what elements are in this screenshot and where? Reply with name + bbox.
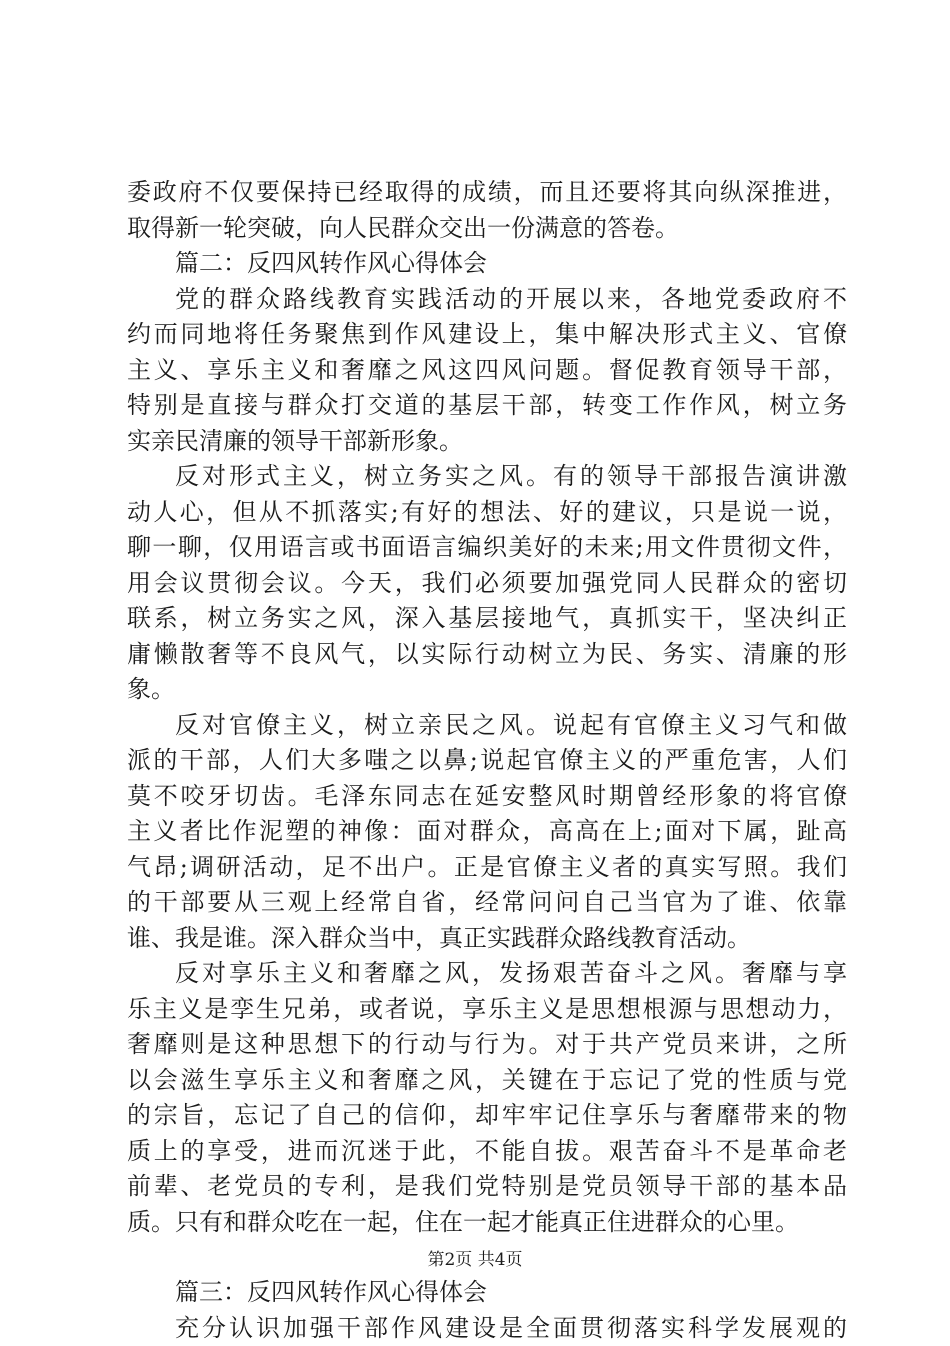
body-line: 乐主义是孪生兄弟，或者说，享乐主义是思想根源与思想动力， — [127, 992, 847, 1028]
body-line: 庸懒散奢等不良风气，以实际行动树立为民、务实、清廉的形 — [127, 637, 847, 673]
body-line: 聊一聊，仅用语言或书面语言编织美好的未来;用文件贯彻文件， — [127, 530, 847, 566]
body-line: 派的干部，人们大多嗤之以鼻;说起官僚主义的严重危害，人们 — [127, 743, 847, 779]
body-line: 委政府不仅要保持已经取得的成绩，而且还要将其向纵深推进， — [127, 175, 847, 211]
body-line: 党的群众路线教育实践活动的开展以来，各地党委政府不 — [127, 282, 847, 318]
body-line: 的干部要从三观上经常自省，经常问问自己当官为了谁、依靠 — [127, 885, 847, 921]
body-line: 质上的享受，进而沉迷于此，不能自拔。艰苦奋斗不是革命老 — [127, 1134, 847, 1170]
body-line: 反对形式主义，树立务实之风。有的领导干部报告演讲激 — [127, 459, 847, 495]
body-line: 充分认识加强干部作风建设是全面贯彻落实科学发展观的 — [127, 1311, 847, 1346]
body-line: 谁、我是谁。深入群众当中，真正实践群众路线教育活动。 — [127, 921, 847, 957]
section-heading-3: 篇三：反四风转作风心得体会 — [127, 1275, 847, 1311]
body-line: 实亲民清廉的领导干部新形象。 — [127, 424, 847, 460]
body-line: 用会议贯彻会议。今天，我们必须要加强党同人民群众的密切 — [127, 566, 847, 602]
body-line: 反对官僚主义，树立亲民之风。说起有官僚主义习气和做 — [127, 708, 847, 744]
body-line: 联系，树立务实之风，深入基层接地气，真抓实干，坚决纠正 — [127, 601, 847, 637]
body-line: 特别是直接与群众打交道的基层干部，转变工作作风，树立务 — [127, 388, 847, 424]
body-line: 气昂;调研活动，足不出户。正是官僚主义者的真实写照。我们 — [127, 850, 847, 886]
body-line: 主义、享乐主义和奢靡之风这四风问题。督促教育领导干部， — [127, 353, 847, 389]
body-line: 反对享乐主义和奢靡之风，发扬艰苦奋斗之风。奢靡与享 — [127, 956, 847, 992]
page-number-footer: 第2页 共4页 — [0, 1245, 950, 1270]
body-line: 动人心，但从不抓落实;有好的想法、好的建议，只是说一说， — [127, 495, 847, 531]
body-line: 以会滋生享乐主义和奢靡之风，关键在于忘记了党的性质与党 — [127, 1063, 847, 1099]
body-line: 象。 — [127, 672, 847, 708]
section-heading-2: 篇二：反四风转作风心得体会 — [127, 246, 847, 282]
body-line: 莫不咬牙切齿。毛泽东同志在延安整风时期曾经形象的将官僚 — [127, 779, 847, 815]
body-line: 质。只有和群众吃在一起，住在一起才能真正住进群众的心里。 — [127, 1205, 847, 1241]
body-line: 前辈、老党员的专利，是我们党特别是党员领导干部的基本品 — [127, 1169, 847, 1205]
document-body — [127, 175, 847, 1346]
body-line: 奢靡则是这种思想下的行动与行为。对于共产党员来讲，之所 — [127, 1027, 847, 1063]
body-line: 主义者比作泥塑的神像：面对群众，高高在上;面对下属，趾高 — [127, 814, 847, 850]
body-line: 约而同地将任务聚焦到作风建设上，集中解决形式主义、官僚 — [127, 317, 847, 353]
body-line: 的宗旨，忘记了自己的信仰，却牢牢记住享乐与奢靡带来的物 — [127, 1098, 847, 1134]
body-line: 取得新一轮突破，向人民群众交出一份满意的答卷。 — [127, 211, 847, 247]
